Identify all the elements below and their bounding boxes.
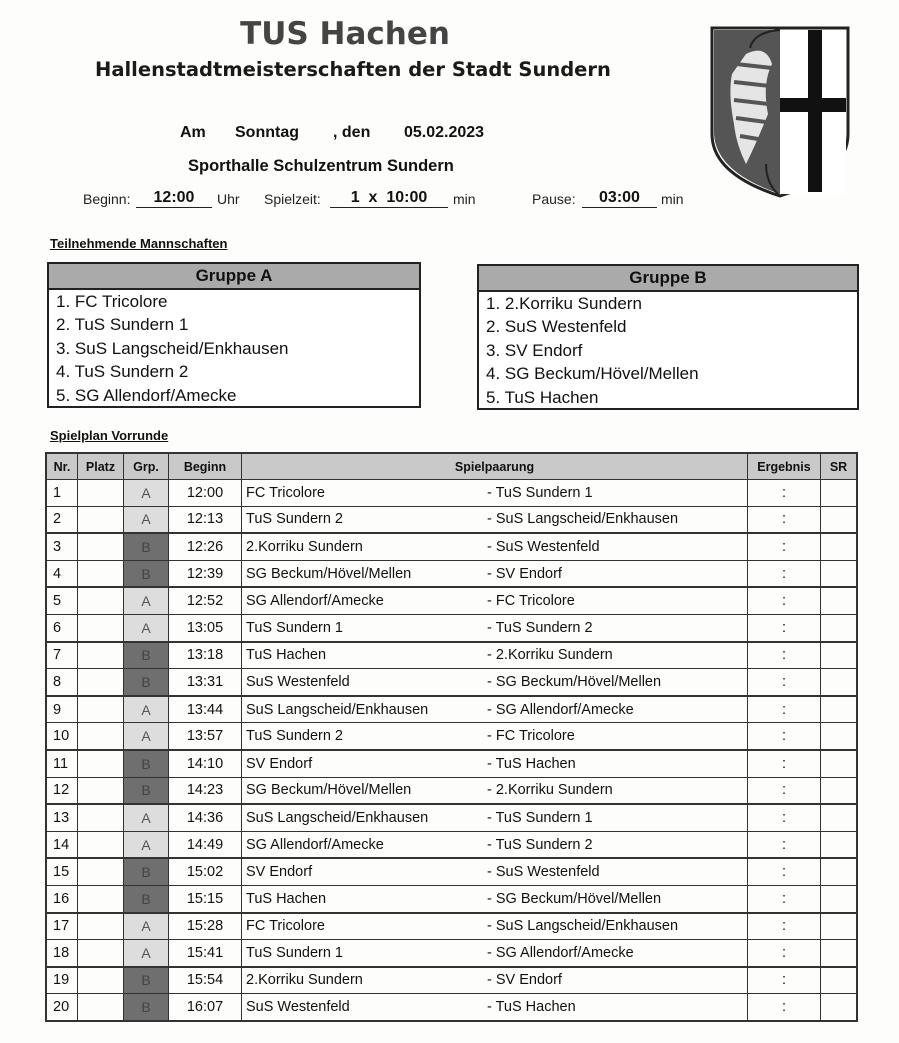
match-nr: 14 <box>46 831 78 858</box>
home-team: SuS Westenfeld <box>246 673 350 690</box>
group-a-title: Gruppe A <box>49 264 419 290</box>
table-row <box>46 587 857 614</box>
match-nr: 16 <box>46 885 78 912</box>
group-a-team: 1. FC Tricolore <box>56 292 168 311</box>
spielzeit-value: 1 x 10:00 <box>330 189 448 208</box>
match-nr: 6 <box>46 614 78 641</box>
group-b-team: 2. SuS Westenfeld <box>486 317 627 337</box>
match-pairing <box>242 669 748 696</box>
beginn-unit: Uhr <box>217 191 240 207</box>
match-nr: 8 <box>46 669 78 696</box>
match-platz <box>78 885 124 912</box>
away-team: - TuS Sundern 1 <box>487 809 593 826</box>
home-team: TuS Hachen <box>246 647 327 664</box>
date-den-label: , den <box>333 124 371 141</box>
match-pairing <box>242 885 748 912</box>
away-team: - SuS Westenfeld <box>487 864 600 881</box>
date-value: 05.02.2023 <box>404 124 485 141</box>
away-team: - TuS Hachen <box>487 755 576 772</box>
match-referee <box>821 696 858 723</box>
match-time: 12:52 <box>169 587 242 614</box>
match-platz <box>78 560 124 587</box>
match-pairing <box>242 587 748 614</box>
match-pairing <box>242 777 748 804</box>
match-nr: 3 <box>46 533 78 560</box>
group-b-team: 5. TuS Hachen <box>486 387 599 407</box>
table-row <box>46 994 857 1021</box>
match-referee <box>821 750 858 777</box>
match-platz <box>78 642 124 669</box>
match-platz <box>78 723 124 750</box>
group-b-team: 3. SV Endorf <box>486 340 583 360</box>
match-time: 15:28 <box>169 913 242 940</box>
away-team: - TuS Sundern 2 <box>487 836 593 853</box>
table-row <box>46 967 857 994</box>
match-platz <box>78 940 124 967</box>
match-time: 15:15 <box>169 885 242 912</box>
match-result: : <box>748 560 821 587</box>
match-platz <box>78 750 124 777</box>
match-time: 13:44 <box>169 696 242 723</box>
match-group: A <box>124 831 169 858</box>
home-team: TuS Sundern 2 <box>246 511 343 528</box>
match-nr: 17 <box>46 913 78 940</box>
match-platz <box>78 587 124 614</box>
match-group: A <box>124 804 169 831</box>
match-nr: 10 <box>46 723 78 750</box>
col-ergebnis: Ergebnis <box>748 453 821 480</box>
match-time: 12:00 <box>169 480 242 507</box>
match-group: B <box>124 777 169 804</box>
match-nr: 13 <box>46 804 78 831</box>
away-team: - TuS Hachen <box>487 999 576 1016</box>
match-result: : <box>748 967 821 994</box>
match-pairing <box>242 533 748 560</box>
match-time: 14:23 <box>169 777 242 804</box>
match-result: : <box>748 723 821 750</box>
match-referee <box>821 533 858 560</box>
venue: Sporthalle Schulzentrum Sundern <box>188 157 454 175</box>
match-group: A <box>124 940 169 967</box>
match-group: B <box>124 885 169 912</box>
group-b-title: Gruppe B <box>479 266 857 292</box>
home-team: SuS Langscheid/Enkhausen <box>246 809 429 826</box>
match-nr: 7 <box>46 642 78 669</box>
match-time: 13:05 <box>169 614 242 641</box>
match-platz <box>78 831 124 858</box>
schedule-header-row <box>46 453 857 480</box>
match-referee <box>821 723 858 750</box>
match-nr: 20 <box>46 994 78 1021</box>
match-platz <box>78 858 124 885</box>
match-referee <box>821 831 858 858</box>
match-platz <box>78 533 124 560</box>
table-row <box>46 750 857 777</box>
match-result: : <box>748 587 821 614</box>
match-result: : <box>748 831 821 858</box>
away-team: - SuS Westenfeld <box>487 538 600 555</box>
match-result: : <box>748 804 821 831</box>
match-group: B <box>124 533 169 560</box>
match-time: 15:54 <box>169 967 242 994</box>
match-pairing <box>242 831 748 858</box>
match-nr: 4 <box>46 560 78 587</box>
home-team: TuS Hachen <box>246 890 327 907</box>
match-pairing <box>242 994 748 1021</box>
match-group: B <box>124 750 169 777</box>
match-referee <box>821 480 858 507</box>
match-group: A <box>124 913 169 940</box>
match-time: 15:41 <box>169 940 242 967</box>
group-a-team: 4. TuS Sundern 2 <box>56 362 189 382</box>
match-result: : <box>748 750 821 777</box>
table-row <box>46 804 857 831</box>
away-team: - 2.Korriku Sundern <box>487 647 613 664</box>
group-b-team: 4. SG Beckum/Hövel/Mellen <box>486 364 699 384</box>
away-team: - FC Tricolore <box>487 728 575 745</box>
match-pairing <box>242 804 748 831</box>
away-team: - SG Beckum/Hövel/Mellen <box>487 890 662 907</box>
col-beginn: Beginn <box>169 453 242 480</box>
match-result: : <box>748 777 821 804</box>
match-platz <box>78 480 124 507</box>
group-a-team: 3. SuS Langscheid/Enkhausen <box>56 338 289 358</box>
home-team: TuS Sundern 1 <box>246 619 343 636</box>
match-platz <box>78 913 124 940</box>
match-result: : <box>748 669 821 696</box>
match-referee <box>821 614 858 641</box>
match-pairing <box>242 858 748 885</box>
match-pairing <box>242 913 748 940</box>
table-row <box>46 560 857 587</box>
away-team: - SV Endorf <box>487 565 562 582</box>
table-row <box>46 696 857 723</box>
match-result: : <box>748 885 821 912</box>
match-referee <box>821 804 858 831</box>
match-pairing <box>242 696 748 723</box>
match-group: B <box>124 858 169 885</box>
table-row <box>46 506 857 533</box>
pause-value: 03:00 <box>582 189 657 208</box>
match-referee <box>821 506 858 533</box>
match-nr: 2 <box>46 506 78 533</box>
match-result: : <box>748 506 821 533</box>
schedule-table <box>45 452 858 1022</box>
schedule-heading: Spielplan Vorrunde <box>50 428 169 443</box>
match-pairing <box>242 940 748 967</box>
away-team: - SuS Langscheid/Enkhausen <box>487 918 679 935</box>
table-row <box>46 614 857 641</box>
coat-of-arms-icon <box>706 24 854 200</box>
match-referee <box>821 669 858 696</box>
match-referee <box>821 642 858 669</box>
match-pairing <box>242 642 748 669</box>
match-platz <box>78 669 124 696</box>
page-title: TUS Hachen <box>240 16 450 52</box>
table-row <box>46 669 857 696</box>
away-team: - SuS Langscheid/Enkhausen <box>487 511 679 528</box>
away-team: - SV Endorf <box>487 972 562 989</box>
table-row <box>46 480 857 507</box>
table-row <box>46 858 857 885</box>
match-platz <box>78 614 124 641</box>
match-time: 13:18 <box>169 642 242 669</box>
match-nr: 9 <box>46 696 78 723</box>
match-group: A <box>124 614 169 641</box>
pause-label: Pause: <box>532 191 576 207</box>
teams-heading: Teilnehmende Mannschaften <box>50 236 228 251</box>
match-time: 13:31 <box>169 669 242 696</box>
match-group: B <box>124 642 169 669</box>
away-team: - TuS Sundern 1 <box>487 484 593 501</box>
match-platz <box>78 777 124 804</box>
match-time: 14:10 <box>169 750 242 777</box>
match-pairing <box>242 723 748 750</box>
group-a-box <box>47 262 421 408</box>
match-time: 12:26 <box>169 533 242 560</box>
home-team: FC Tricolore <box>246 484 325 501</box>
match-nr: 11 <box>46 750 78 777</box>
table-row <box>46 940 857 967</box>
match-nr: 1 <box>46 480 78 507</box>
match-group: B <box>124 994 169 1021</box>
match-time: 16:07 <box>169 994 242 1021</box>
match-platz <box>78 696 124 723</box>
date-day: Sonntag <box>235 124 299 141</box>
match-group: A <box>124 723 169 750</box>
table-row <box>46 642 857 669</box>
beginn-value: 12:00 <box>136 189 212 208</box>
table-row <box>46 723 857 750</box>
match-time: 15:02 <box>169 858 242 885</box>
match-pairing <box>242 967 748 994</box>
match-platz <box>78 967 124 994</box>
match-nr: 18 <box>46 940 78 967</box>
away-team: - FC Tricolore <box>487 593 575 610</box>
match-group: B <box>124 560 169 587</box>
table-row <box>46 913 857 940</box>
match-referee <box>821 777 858 804</box>
away-team: - TuS Sundern 2 <box>487 619 593 636</box>
group-a-team: 5. SG Allendorf/Amecke <box>56 385 237 405</box>
page-subtitle: Hallenstadtmeisterschaften der Stadt Sundern <box>95 58 611 81</box>
match-group: B <box>124 669 169 696</box>
match-referee <box>821 885 858 912</box>
away-team: - SG Beckum/Hövel/Mellen <box>487 673 662 690</box>
match-group: B <box>124 967 169 994</box>
match-referee <box>821 940 858 967</box>
match-result: : <box>748 480 821 507</box>
home-team: SV Endorf <box>246 755 313 772</box>
match-referee <box>821 913 858 940</box>
match-nr: 15 <box>46 858 78 885</box>
match-referee <box>821 994 858 1021</box>
col-grp: Grp. <box>124 453 169 480</box>
table-row <box>46 533 857 560</box>
match-group: A <box>124 587 169 614</box>
match-pairing <box>242 506 748 533</box>
col-nr: Nr. <box>46 453 78 480</box>
match-platz <box>78 994 124 1021</box>
match-referee <box>821 587 858 614</box>
match-time: 14:36 <box>169 804 242 831</box>
match-result: : <box>748 696 821 723</box>
match-referee <box>821 858 858 885</box>
match-referee <box>821 560 858 587</box>
match-pairing <box>242 750 748 777</box>
table-row <box>46 777 857 804</box>
col-platz: Platz <box>78 453 124 480</box>
match-result: : <box>748 533 821 560</box>
home-team: SG Allendorf/Amecke <box>246 836 384 853</box>
match-time: 12:39 <box>169 560 242 587</box>
spielzeit-label: Spielzeit: <box>264 191 321 207</box>
match-group: A <box>124 506 169 533</box>
match-result: : <box>748 994 821 1021</box>
col-spielpaarung: Spielpaarung <box>242 453 748 480</box>
date-am-label: Am <box>180 124 206 141</box>
home-team: FC Tricolore <box>246 918 325 935</box>
match-time: 13:57 <box>169 723 242 750</box>
group-a-team: 2. TuS Sundern 1 <box>56 315 189 335</box>
table-row <box>46 831 857 858</box>
away-team: - SG Allendorf/Amecke <box>487 944 634 961</box>
match-result: : <box>748 614 821 641</box>
match-result: : <box>748 913 821 940</box>
match-group: A <box>124 480 169 507</box>
match-group: A <box>124 696 169 723</box>
match-nr: 19 <box>46 967 78 994</box>
match-nr: 12 <box>46 777 78 804</box>
match-nr: 5 <box>46 587 78 614</box>
match-time: 14:49 <box>169 831 242 858</box>
home-team: TuS Sundern 2 <box>246 728 343 745</box>
match-result: : <box>748 642 821 669</box>
home-team: SG Beckum/Hövel/Mellen <box>246 565 412 582</box>
home-team: SV Endorf <box>246 864 313 881</box>
home-team: SG Beckum/Hövel/Mellen <box>246 782 412 799</box>
away-team: - 2.Korriku Sundern <box>487 782 613 799</box>
home-team: TuS Sundern 1 <box>246 944 343 961</box>
home-team: 2.Korriku Sundern <box>246 972 363 989</box>
pause-unit: min <box>661 191 684 207</box>
home-team: SG Allendorf/Amecke <box>246 593 384 610</box>
match-platz <box>78 804 124 831</box>
group-b-box <box>477 264 859 410</box>
home-team: SuS Langscheid/Enkhausen <box>246 701 429 718</box>
match-platz <box>78 506 124 533</box>
home-team: 2.Korriku Sundern <box>246 538 363 555</box>
match-time: 12:13 <box>169 506 242 533</box>
group-b-team: 1. 2.Korriku Sundern <box>486 294 642 313</box>
match-result: : <box>748 940 821 967</box>
away-team: - SG Allendorf/Amecke <box>487 701 634 718</box>
home-team: SuS Westenfeld <box>246 999 350 1016</box>
match-pairing <box>242 480 748 507</box>
spielzeit-unit: min <box>453 191 476 207</box>
match-pairing <box>242 614 748 641</box>
match-result: : <box>748 858 821 885</box>
table-row <box>46 885 857 912</box>
match-referee <box>821 967 858 994</box>
col-sr: SR <box>821 453 858 480</box>
match-pairing <box>242 560 748 587</box>
beginn-label: Beginn: <box>83 191 131 207</box>
